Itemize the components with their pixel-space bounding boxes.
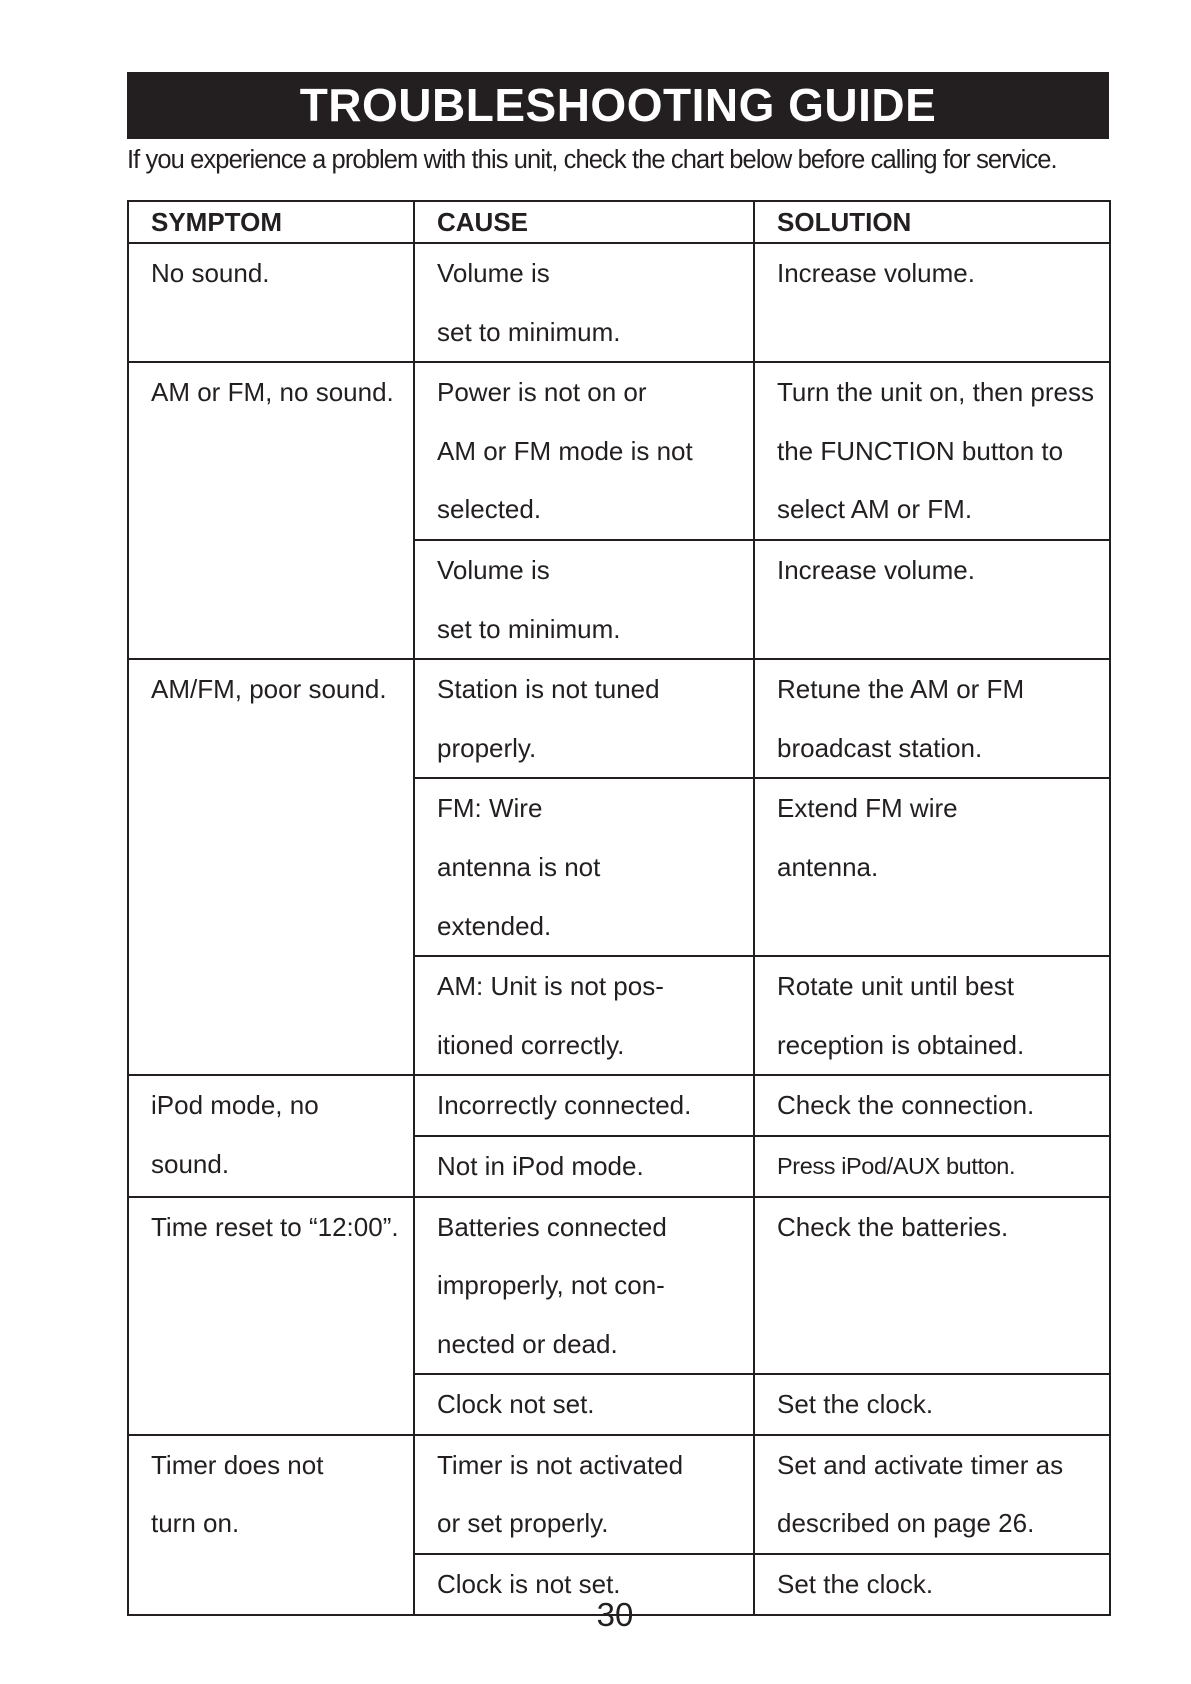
header-cause: CAUSE [414,201,754,243]
cause-cell [414,1197,754,1375]
cell-line: select AM or FM. [777,494,973,525]
cell-line: Press iPod/AUX button. [777,1152,1016,1179]
cell-line: Extend FM wire [777,793,958,824]
solution-cell [754,778,1110,956]
cell-line: reception is obtained. [777,1029,1025,1060]
table-row [128,1435,1110,1554]
cause-cell [414,956,754,1075]
cell-line: antenna is not [437,851,601,882]
cell-line: Check the connection. [777,1090,1035,1121]
cell-line: AM: Unit is not pos- [437,971,664,1002]
table-row [128,1075,1110,1136]
cell-line: Set the clock. [777,1569,934,1600]
cause-cell [414,778,754,956]
cell-line: nected or dead. [437,1328,618,1359]
cause-cell [414,1435,754,1554]
header-solution: SOLUTION [754,201,1110,243]
solution-cell [754,659,1110,778]
symptom-cell: AM or FM, no sound. [128,362,414,659]
cell-line: properly. [437,732,537,763]
cell-line: Volume is [437,258,550,288]
cell-line: Turn the unit on, then press [777,377,1095,408]
cell-line: Set the clock. [777,1389,934,1420]
solution-cell [754,1136,1110,1197]
cause-cell [414,659,754,778]
solution-cell [754,1197,1110,1375]
cell-line: Clock not set. [437,1389,595,1420]
cause-cell [414,1075,754,1136]
solution-cell [754,1435,1110,1554]
cell-line: Set and activate timer as [777,1449,1064,1480]
cell-line: antenna. [777,851,879,882]
table-row [128,362,1110,540]
cell-line: Retune the AM or FM [777,674,1025,705]
cause-cell [414,243,754,362]
symptom-cell: Time reset to “12:00”. [128,1197,414,1435]
cell-line: Timer is not activated [437,1449,684,1480]
cell-line: Power is not on or [437,377,647,408]
table-row [128,659,1110,778]
cell-line: Station is not tuned [437,674,660,705]
cell-line: the FUNCTION button to [777,435,1064,466]
cell-line: Volume is [437,554,550,585]
cell-line: FM: Wire [437,793,543,824]
cell-line: Timer does not [151,1449,324,1480]
solution-cell [754,243,1110,362]
cell-line: set to minimum. [437,613,621,644]
cause-cell [414,540,754,659]
cause-cell [414,1136,754,1197]
page-number: 30 [596,1596,634,1633]
symptom-cell: iPod mode, no sound. [128,1075,414,1196]
cell-line: Increase volume. [777,258,975,288]
cell-line: Not in iPod mode. [437,1150,644,1181]
solution-cell [754,1075,1110,1136]
solution-cell [754,362,1110,540]
header-row [128,201,1110,243]
intro-text: If you experience a problem with this unit, check the chart below before calling for service. [127,146,1057,174]
cell-line: extended. [437,910,552,941]
cell-line: or set properly. [437,1508,609,1539]
solution-cell [754,540,1110,659]
cell-line: broadcast station. [777,732,983,763]
solution-cell [754,1374,1110,1435]
cell-line: Clock is not set. [437,1569,621,1600]
cell-line: improperly, not con- [437,1270,665,1301]
cell-line: AM or FM mode is not [437,435,693,466]
cell-line: turn on. [151,1508,240,1539]
cell-line: Incorrectly connected. [437,1090,692,1121]
table-row [128,243,1110,362]
cause-cell [414,362,754,540]
symptom-cell: No sound. [128,243,414,362]
cell-line: Check the batteries. [777,1211,1009,1242]
cause-cell [414,1374,754,1435]
cell-line: described on page 26. [777,1508,1035,1539]
page-title: TROUBLESHOOTING GUIDE [127,72,1109,139]
symptom-cell: AM/FM, poor sound. [128,659,414,1075]
cell-line: selected. [437,494,542,525]
cell-line: Rotate unit until best [777,971,1015,1002]
cell-line: set to minimum. [437,316,621,347]
solution-cell [754,956,1110,1075]
cell-line: Increase volume. [777,554,975,585]
cell-line: itioned correctly. [437,1029,625,1060]
cell-line: Batteries connected [437,1211,667,1242]
symptom-cell [128,1435,414,1615]
header-symptom: SYMPTOM [128,201,414,243]
table-row [128,1197,1110,1375]
troubleshooting-table [127,200,1111,1616]
